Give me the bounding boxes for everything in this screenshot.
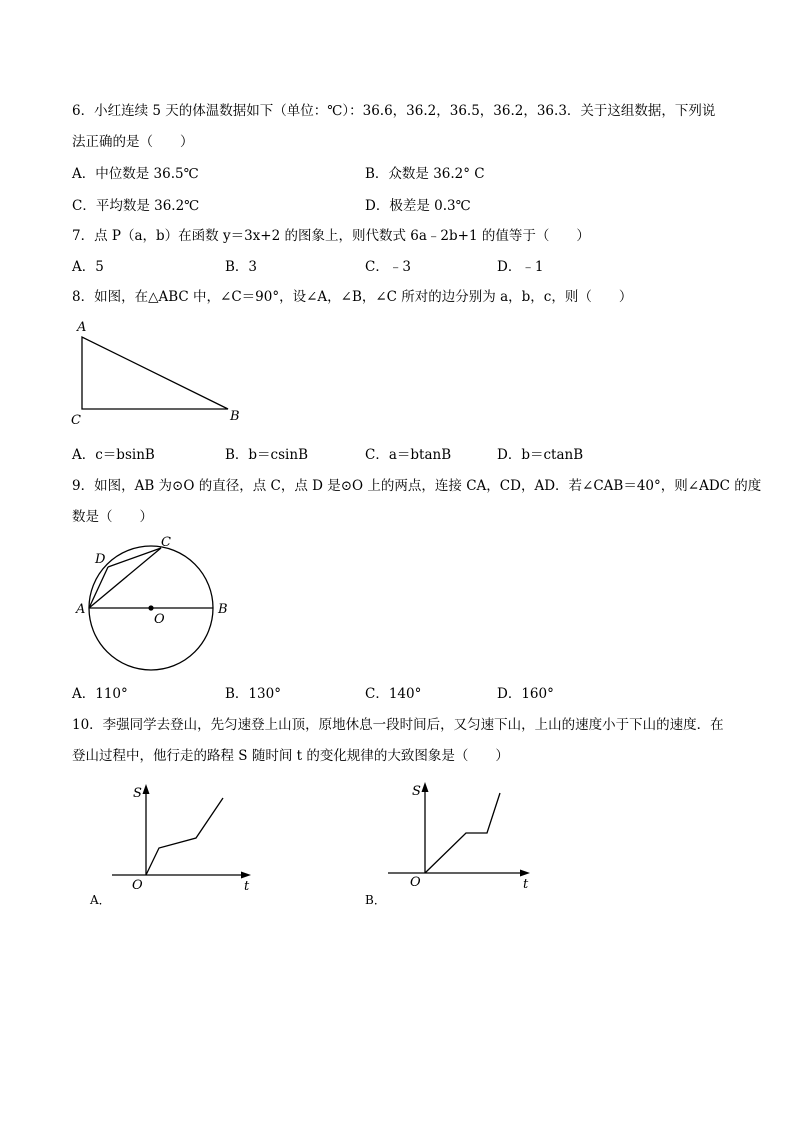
q8-option-d: D．b＝ctanB — [497, 447, 584, 463]
q8-label-c: C — [71, 413, 81, 428]
graph-a-y-label: S — [133, 786, 142, 801]
q6-stem-line2: 法正确的是（ ） — [72, 134, 194, 150]
q6-option-b: B．众数是 36.2° C — [365, 166, 485, 182]
q7-option-a: A．5 — [72, 259, 104, 275]
q9-label-c: C — [161, 535, 171, 550]
q9-stem-line2: 数是（ ） — [72, 509, 153, 525]
q10-option-b-label: B． — [365, 893, 386, 907]
graph-b-x-label: t — [523, 877, 529, 892]
graph-b-y-arrow — [422, 782, 429, 792]
q9-label-a: A — [76, 602, 86, 617]
q6-option-c: C．平均数是 36.2℃ — [72, 198, 200, 214]
q9-label-d: D — [95, 552, 106, 567]
q10-stem-line2: 登山过程中，他行走的路程 S 随时间 t 的变化规律的大致图象是（ ） — [72, 748, 509, 764]
q10-stem-line1: 10．李强同学去登山，先匀速登上山顶，原地休息一段时间后，又匀速下山，上山的速度小于下山的速度．在 — [72, 717, 724, 733]
q8-option-c: C．a＝btanB — [365, 447, 452, 463]
q6-stem-line1: 6．小红连续 5 天的体温数据如下（单位：℃）：36.6，36.2，36.5，36.2，36.3．关于这组数据，下列说 — [72, 103, 716, 119]
q6-option-d: D．极差是 0.3℃ — [365, 198, 471, 214]
q8-option-b: B．b＝csinB — [225, 447, 308, 463]
q7-option-b: B．3 — [225, 259, 258, 275]
q9-label-o: O — [154, 612, 165, 627]
q9-label-b: B — [218, 602, 228, 617]
q9-option-a: A．110° — [72, 686, 128, 702]
q8-stem: 8．如图，在△ABC 中，∠C＝90°，设∠A，∠B，∠C 所对的边分别为 a，b，c，则（ ） — [72, 289, 633, 305]
graph-b-origin: O — [410, 875, 421, 890]
q10-option-a-label: A． — [90, 893, 111, 907]
graph-b-curve — [425, 793, 500, 873]
q9-option-c: C．140° — [365, 686, 422, 702]
q7-option-c: C．﹣3 — [365, 259, 411, 275]
q9-option-d: D．160° — [497, 686, 554, 702]
q9-stem-line1: 9．如图，AB 为⊙O 的直径，点 C，点 D 是⊙O 上的两点，连接 CA，CD，AD．若∠CAB＝40°，则∠ADC 的度 — [72, 478, 762, 494]
q7-option-d: D．﹣1 — [497, 259, 544, 275]
q8-label-b: B — [230, 409, 240, 424]
q6-option-a: A．中位数是 36.5℃ — [72, 166, 199, 182]
graph-a-origin: O — [132, 878, 143, 893]
q8-option-a: A．c＝bsinB — [72, 447, 155, 463]
graph-b-y-label: S — [412, 784, 421, 799]
graph-b-x-arrow — [520, 870, 530, 877]
q8-label-a: A — [77, 320, 87, 335]
q9-option-b: B．130° — [225, 686, 281, 702]
graph-a-x-label: t — [244, 879, 250, 894]
q7-stem: 7．点 P（a，b）在函数 y＝3x+2 的图象上，则代数式 6a﹣2b+1 的值等于（ ） — [72, 228, 590, 244]
